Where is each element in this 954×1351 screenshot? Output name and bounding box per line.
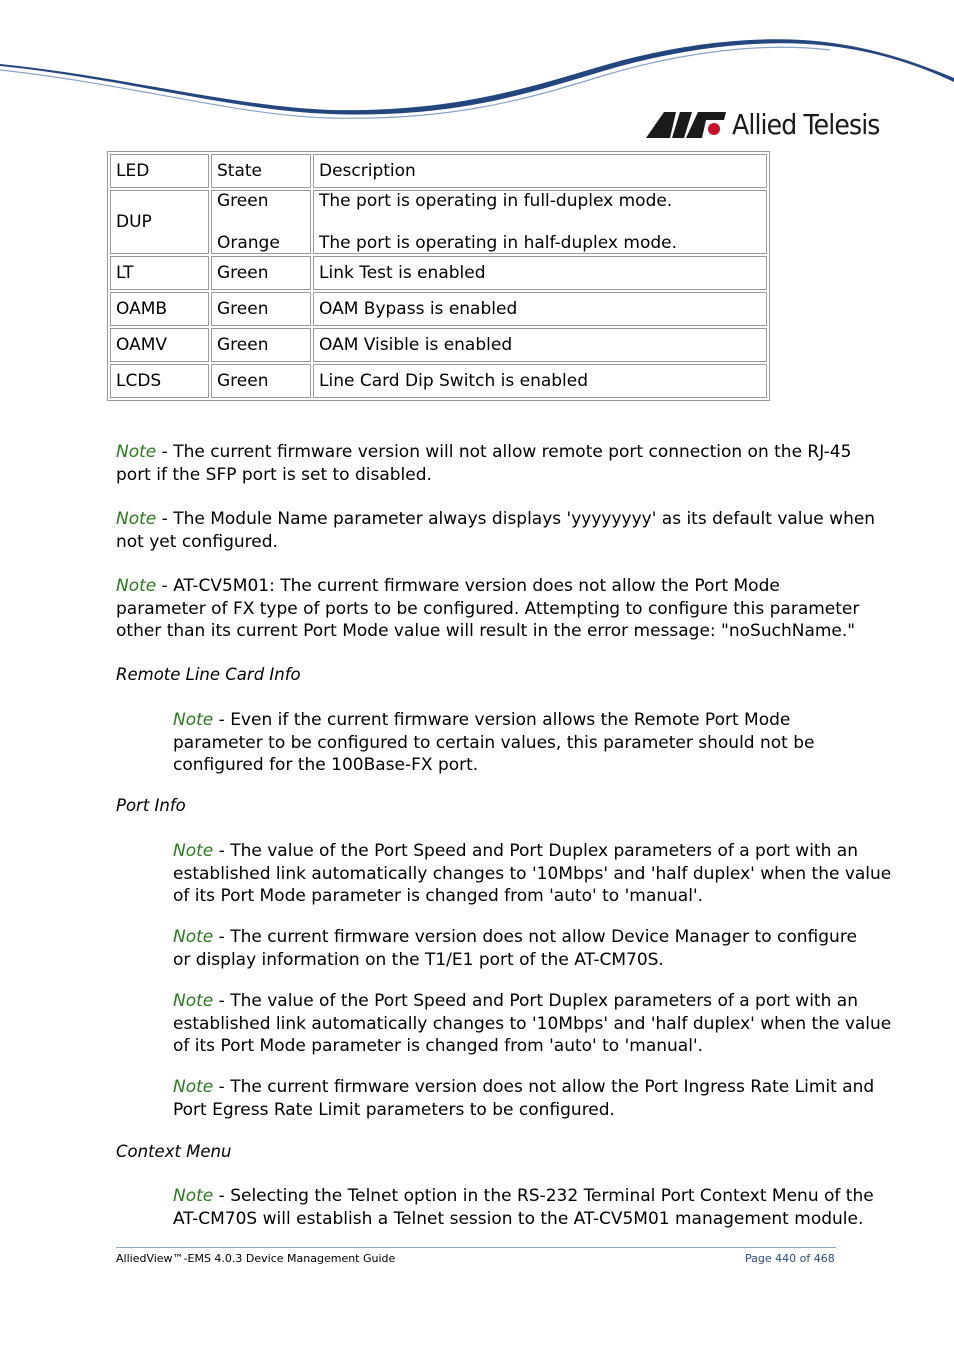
cell-led: OAMV: [110, 328, 209, 362]
cell-led: OAMB: [110, 292, 209, 326]
note-label: Note: [116, 509, 157, 529]
table-row: [110, 292, 767, 326]
table-row: [110, 256, 767, 290]
description-value: The port is operating in full-duplex mode.: [319, 191, 673, 211]
cell-led: LCDS: [110, 364, 209, 398]
note-paragraph: Note - Selecting the Telnet option in the RS-232 Terminal Port Context Menu of the AT-CM70S will establish a Telnet session to the AT-CV5M01 management module.: [173, 1186, 874, 1229]
cell-state: Green: [211, 328, 311, 362]
cell-state: Green: [211, 292, 311, 326]
cell-state: Green: [211, 256, 311, 290]
note-label: Note: [116, 576, 157, 596]
cell-description: Link Test is enabled: [313, 256, 767, 290]
cell-led: DUP: [110, 190, 209, 254]
footer-document-title: AlliedView™-EMS 4.0.3 Device Management Guide: [116, 1252, 396, 1265]
table-row: [110, 190, 767, 254]
note-label: Note: [173, 1186, 214, 1206]
table-row: [110, 328, 767, 362]
note-paragraph: Note - The current firmware version does not allow Device Manager to configure or display information on the T1/E1 port of the AT-CM70S.: [173, 927, 857, 970]
cell-description: [313, 190, 767, 254]
section-heading-remote-line-card: Remote Line Card Info: [116, 665, 301, 684]
cell-description: Line Card Dip Switch is enabled: [313, 364, 767, 398]
state-value: Green: [217, 191, 269, 211]
note-label: Note: [173, 991, 214, 1011]
state-value: Orange: [217, 233, 280, 253]
allied-telesis-logo: [646, 108, 896, 141]
header-led: LED: [110, 154, 209, 188]
led-status-table: [107, 151, 770, 401]
note-label: Note: [173, 1077, 214, 1097]
description-value: The port is operating in half-duplex mode.: [319, 233, 677, 253]
cell-description: OAM Visible is enabled: [313, 328, 767, 362]
note-label: Note: [173, 927, 214, 947]
note-paragraph: Note - The current firmware version will not allow remote port connection on the RJ-45 port if the SFP port is set to disabled.: [116, 442, 852, 485]
cell-state: [211, 190, 311, 254]
cell-led: LT: [110, 256, 209, 290]
note-paragraph: Note - AT-CV5M01: The current firmware version does not allow the Port Mode parameter of FX type of ports to be configured. Attempting to configure this parameter other than its current Port Mode value will result in the error message: "noSuchName.": [116, 576, 860, 641]
logo-wordmark: Allied Telesis: [732, 108, 880, 141]
cell-description: OAM Bypass is enabled: [313, 292, 767, 326]
table-row: [110, 364, 767, 398]
cell-state: Green: [211, 364, 311, 398]
note-paragraph: Note - The value of the Port Speed and Port Duplex parameters of a port with an established link automatically changes to '10Mbps' and 'half duplex' when the value of its Port Mode parameter is changed from 'auto' to 'manual'.: [173, 991, 892, 1056]
note-paragraph: Note - The value of the Port Speed and Port Duplex parameters of a port with an established link automatically changes to '10Mbps' and 'half duplex' when the value of its Port Mode parameter is changed from 'auto' to 'manual'.: [173, 841, 892, 906]
note-paragraph: Note - Even if the current firmware version allows the Remote Port Mode parameter to be configured to certain values, this parameter should not be configured for the 100Base-FX port.: [173, 710, 815, 775]
note-paragraph: Note - The Module Name parameter always displays 'yyyyyyyy' as its default value when not yet configured.: [116, 509, 876, 552]
note-label: Note: [173, 841, 214, 861]
note-label: Note: [116, 442, 157, 462]
footer-divider: [116, 1247, 836, 1248]
section-heading-context-menu: Context Menu: [116, 1142, 232, 1161]
footer-page-number: Page 440 of 468: [745, 1252, 835, 1265]
header-state: State: [211, 154, 311, 188]
allied-telesis-mark-icon: [646, 110, 726, 140]
header-description: Description: [313, 154, 767, 188]
table-header-row: [110, 154, 767, 188]
note-paragraph: Note - The current firmware version does not allow the Port Ingress Rate Limit and Port Egress Rate Limit parameters to be configured.: [173, 1077, 875, 1120]
note-label: Note: [173, 710, 214, 730]
section-heading-port-info: Port Info: [116, 796, 186, 815]
